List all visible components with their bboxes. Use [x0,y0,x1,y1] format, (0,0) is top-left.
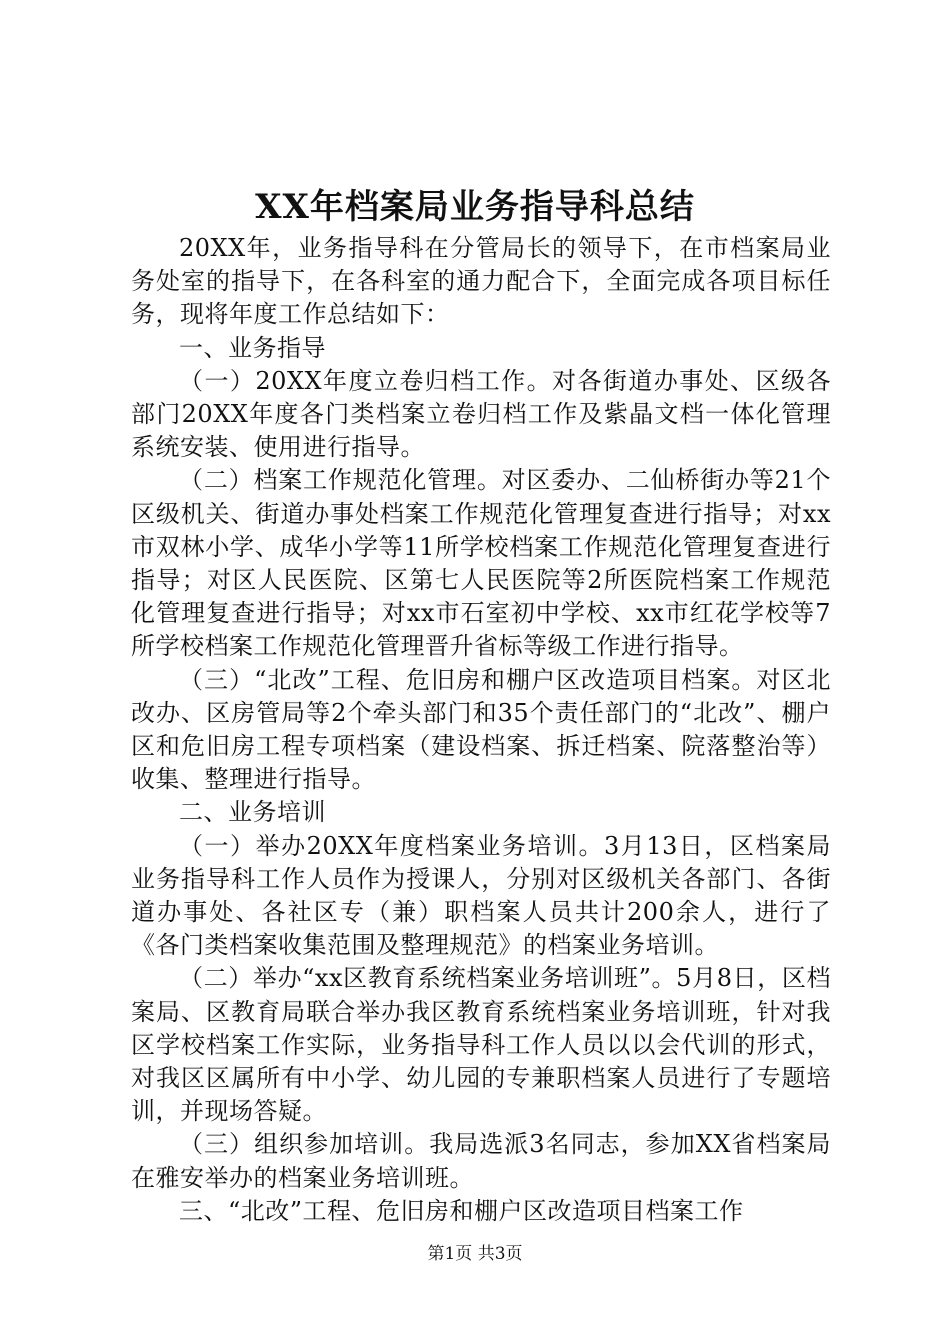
paragraph-archiving: （一）20XX年度立卷归档工作。对各街道办事处、区级各部门20XX年度各门类档案立卷归档工作及紫晶文档一体化管理系统安装、使用进行指导。 [131,366,831,462]
document-body [131,232,831,1228]
paragraph-beigai-projects: （三）“北改”工程、危旧房和棚户区改造项目档案。对区北改办、区房管局等2个牵头部门和35个责任部门的“北改”、棚户区和危旧房工程专项档案（建设档案、拆迁档案、院落整治等）收集、整理进行指导。 [131,665,831,794]
paragraph-standardization: （二）档案工作规范化管理。对区委办、二仙桥街办等21个区级机关、街道办事处档案工作规范化管理复查进行指导；对xx市双林小学、成华小学等11所学校档案工作规范化管理复查进行指导；对区人民医院、区第七人民医院等2所医院档案工作规范化管理复查进行指导；对xx市石室初中学校、xx市红花学校等7所学校档案工作规范化管理晋升省标等级工作进行指导。 [131,466,831,661]
section-heading-training: 二、业务培训 [179,798,326,827]
intro-paragraph: 20XX年，业务指导科在分管局长的领导下，在市档案局业务处室的指导下，在各科室的通力配合下，全面完成各项目标任务，现将年度工作总结如下： [131,234,831,329]
paragraph-education-training: （二）举办“xx区教育系统档案业务培训班”。5月8日，区档案局、区教育局联合举办我区教育系统档案业务培训班，针对我区学校档案工作实际，业务指导科工作人员以以会代训的形式，对我区区属所有中小学、幼儿园的专兼职档案人员进行了专题培训，并现场答疑。 [131,964,831,1126]
section-heading-beigai-archives: 三、“北改”工程、危旧房和棚户区改造项目档案工作 [179,1196,744,1225]
section-heading-guidance: 一、业务指导 [179,333,326,362]
document-title: XX年档案局业务指导科总结 [255,187,695,227]
paragraph-annual-training: （一）举办20XX年度档案业务培训。3月13日，区档案局业务指导科工作人员作为授课人，分别对区级机关各部门、各街道办事处、各社区专（兼）职档案人员共计200余人，进行了《各门类档案收集范围及整理规范》的档案业务培训。 [131,831,831,960]
paragraph-attend-training: （三）组织参加培训。我局选派3名同志，参加XX省档案局在雅安举办的档案业务培训班。 [131,1130,831,1192]
page-footer: 第1页 共3页 [427,1244,523,1264]
